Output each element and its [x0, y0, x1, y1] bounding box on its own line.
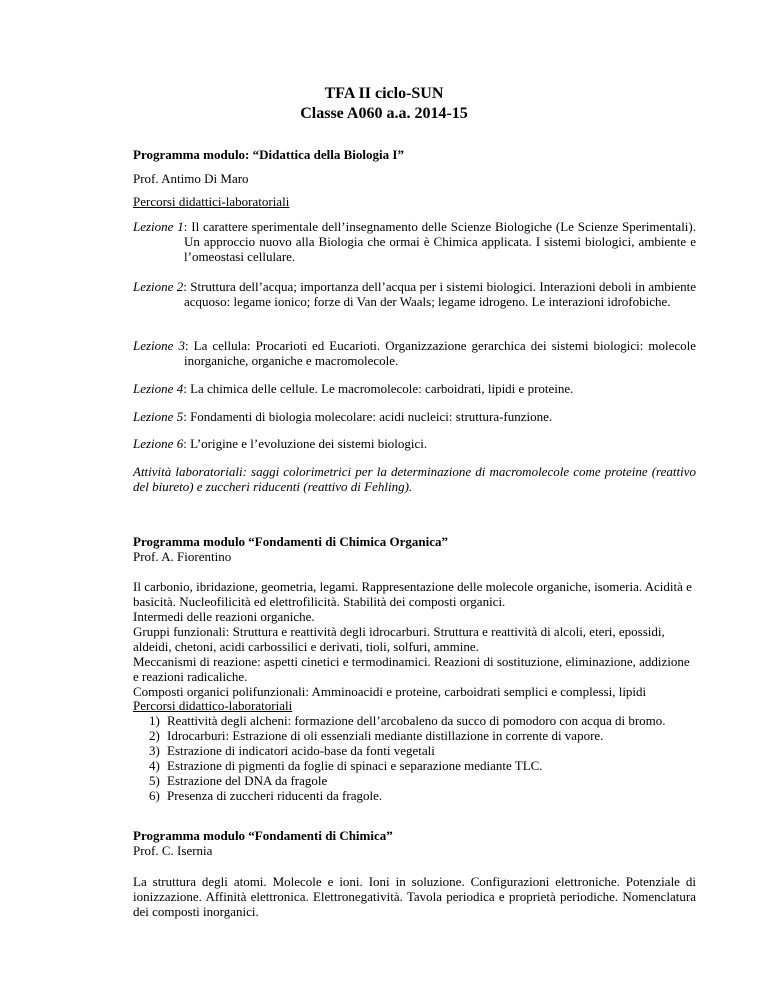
lesson-2-name: Lezione 2: [133, 279, 184, 294]
list-item-number: 5): [149, 773, 160, 788]
module2-paragraph-3: Gruppi funzionali: Struttura e reattività degli idrocarburi. Struttura e reattività di alcoli, eteri, epossidi, aldeidi, chetoni, acidi carbossilici e derivati, tioli, solfuri, ammine.: [133, 624, 665, 654]
lesson-3: Lezione 3: La cellula: Procarioti ed Eucarioti. Organizzazione gerarchica dei sistemi biologici: molecole inorganiche, organiche e macromolecole.: [133, 338, 696, 368]
module2-paragraph-5: Composti organici polifunzionali: Amminoacidi e proteine, carboidrati semplici e complessi, lipidi: [133, 684, 647, 699]
lesson-4-text: La chimica delle cellule. Le macromolecole: carboidrati, lipidi e proteine.: [190, 381, 574, 396]
lesson-5-name: Lezione 5: [133, 409, 184, 424]
list-item-text: Idrocarburi: Estrazione di oli essenziali mediante distillazione in corrente di vapore.: [167, 728, 604, 743]
list-item-number: 4): [149, 758, 160, 773]
list-item-number: 1): [149, 713, 160, 728]
lesson-3-name: Lezione 3: [133, 338, 185, 353]
lesson-4-name: Lezione 4: [133, 381, 184, 396]
module3-professor: Prof. C. Isernia: [133, 843, 213, 858]
lab-activities: Attività laboratoriali: saggi colorimetrici per la determinazione di macromolecole come proteine (reattivo del biureto) e zuccheri riducenti (reattivo di Fehling).: [133, 464, 696, 494]
lesson-6: Lezione 6: L’origine e l’evoluzione dei sistemi biologici.: [133, 436, 428, 451]
list-item-number: 2): [149, 728, 160, 743]
module2-paragraph-2: Intermedi delle reazioni organiche.: [133, 609, 315, 624]
lesson-2-text: Struttura dell’acqua; importanza dell’acqua per i sistemi biologici. Interazioni deboli in ambiente acquoso: legame ionico; forze di Van der Waals; legame idrogeno. Le interazioni idrofobiche.: [184, 279, 696, 309]
module1-section-title: Percorsi didattici-laboratoriali: [133, 194, 290, 209]
list-item: [149, 728, 696, 743]
module2-heading: Programma modulo “Fondamenti di Chimica Organica”: [133, 534, 449, 549]
list-item-text: Reattività degli alcheni: formazione dell’arcobaleno da succo di pomodoro con acqua di bromo.: [167, 713, 666, 728]
list-item-text: Estrazione del DNA da fragole: [167, 773, 328, 788]
module2-paragraph-4: Meccanismi di reazione: aspetti cinetici e termodinamici. Reazioni di sostituzione, eliminazione, addizione e reazioni radicaliche.: [133, 654, 690, 684]
lesson-1-text: Il carattere sperimentale dell’insegnamento delle Scienze Biologiche (Le Scienze Sperimentali). Un approccio nuovo alla Biologia che ormai è Chimica applicata. I sistemi biologici, ambiente e l’omeostasi cellulare.: [184, 219, 696, 264]
list-item-text: Presenza di zuccheri riducenti da fragole.: [167, 788, 383, 803]
module3-heading: Programma modulo “Fondamenti di Chimica”: [133, 828, 393, 843]
module2-paragraph-1: Il carbonio, ibridazione, geometria, legami. Rappresentazione delle molecole organiche, isomeria. Acidità e basicità. Nucleofilicità ed elettrofilicità. Stabilità dei composti organici.: [133, 579, 692, 609]
lesson-4: Lezione 4: La chimica delle cellule. Le macromolecole: carboidrati, lipidi e proteine.: [133, 381, 574, 396]
module1-professor: Prof. Antimo Di Maro: [133, 171, 249, 186]
lesson-3-text: La cellula: Procarioti ed Eucarioti. Organizzazione gerarchica dei sistemi biologici: molecole inorganiche, organiche e macromolecole.: [184, 338, 696, 368]
lesson-2: Lezione 2: Struttura dell’acqua; importanza dell’acqua per i sistemi biologici. Interazioni deboli in ambiente acquoso: legame ionico; forze di Van der Waals; legame idrogeno. Le interazioni idrofobiche.: [133, 279, 696, 309]
list-item: [149, 758, 696, 773]
list-item-text: Estrazione di pigmenti da foglie di spinaci e separazione mediante TLC.: [167, 758, 543, 773]
document-title-line2: Classe A060 a.a. 2014-15: [300, 105, 468, 122]
module2-body: [133, 579, 696, 699]
lesson-1: Lezione 1: Il carattere sperimentale dell’insegnamento delle Scienze Biologiche (Le Scienze Sperimentali). Un approccio nuovo alla Biologia che ormai è Chimica applicata. I sistemi biologici, ambiente e l’omeostasi cellulare.: [133, 219, 696, 264]
lesson-5: Lezione 5: Fondamenti di biologia molecolare: acidi nucleici: struttura-funzione.: [133, 409, 553, 424]
module2-section-title: Percorsi didattico-laboratoriali: [133, 698, 293, 713]
lesson-1-name: Lezione 1: [133, 219, 184, 234]
list-item-number: 3): [149, 743, 160, 758]
module2-professor: Prof. A. Fiorentino: [133, 549, 232, 564]
list-item-number: 6): [149, 788, 160, 803]
list-item-text: Estrazione di indicatori acido-base da fonti vegetali: [167, 743, 435, 758]
list-item: [149, 788, 696, 803]
document-title-line1: TFA II ciclo-SUN: [324, 85, 444, 102]
list-item: [149, 713, 696, 728]
module1-heading: Programma modulo: “Didattica della Biologia I”: [133, 147, 404, 162]
list-item: [149, 743, 696, 758]
lesson-6-text: L’origine e l’evoluzione dei sistemi biologici.: [190, 436, 428, 451]
lesson-5-text: Fondamenti di biologia molecolare: acidi nucleici: struttura-funzione.: [190, 409, 553, 424]
lab-list: [149, 713, 696, 803]
list-item: [149, 773, 696, 788]
lesson-6-name: Lezione 6: [133, 436, 184, 451]
module3-paragraph: La struttura degli atomi. Molecole e ioni. Ioni in soluzione. Configurazioni elettroniche. Potenziale di ionizzazione. Affinità elettronica. Elettronegatività. Tavola periodica e proprietà periodiche. Nomenclatura dei composti inorganici.: [133, 874, 696, 919]
